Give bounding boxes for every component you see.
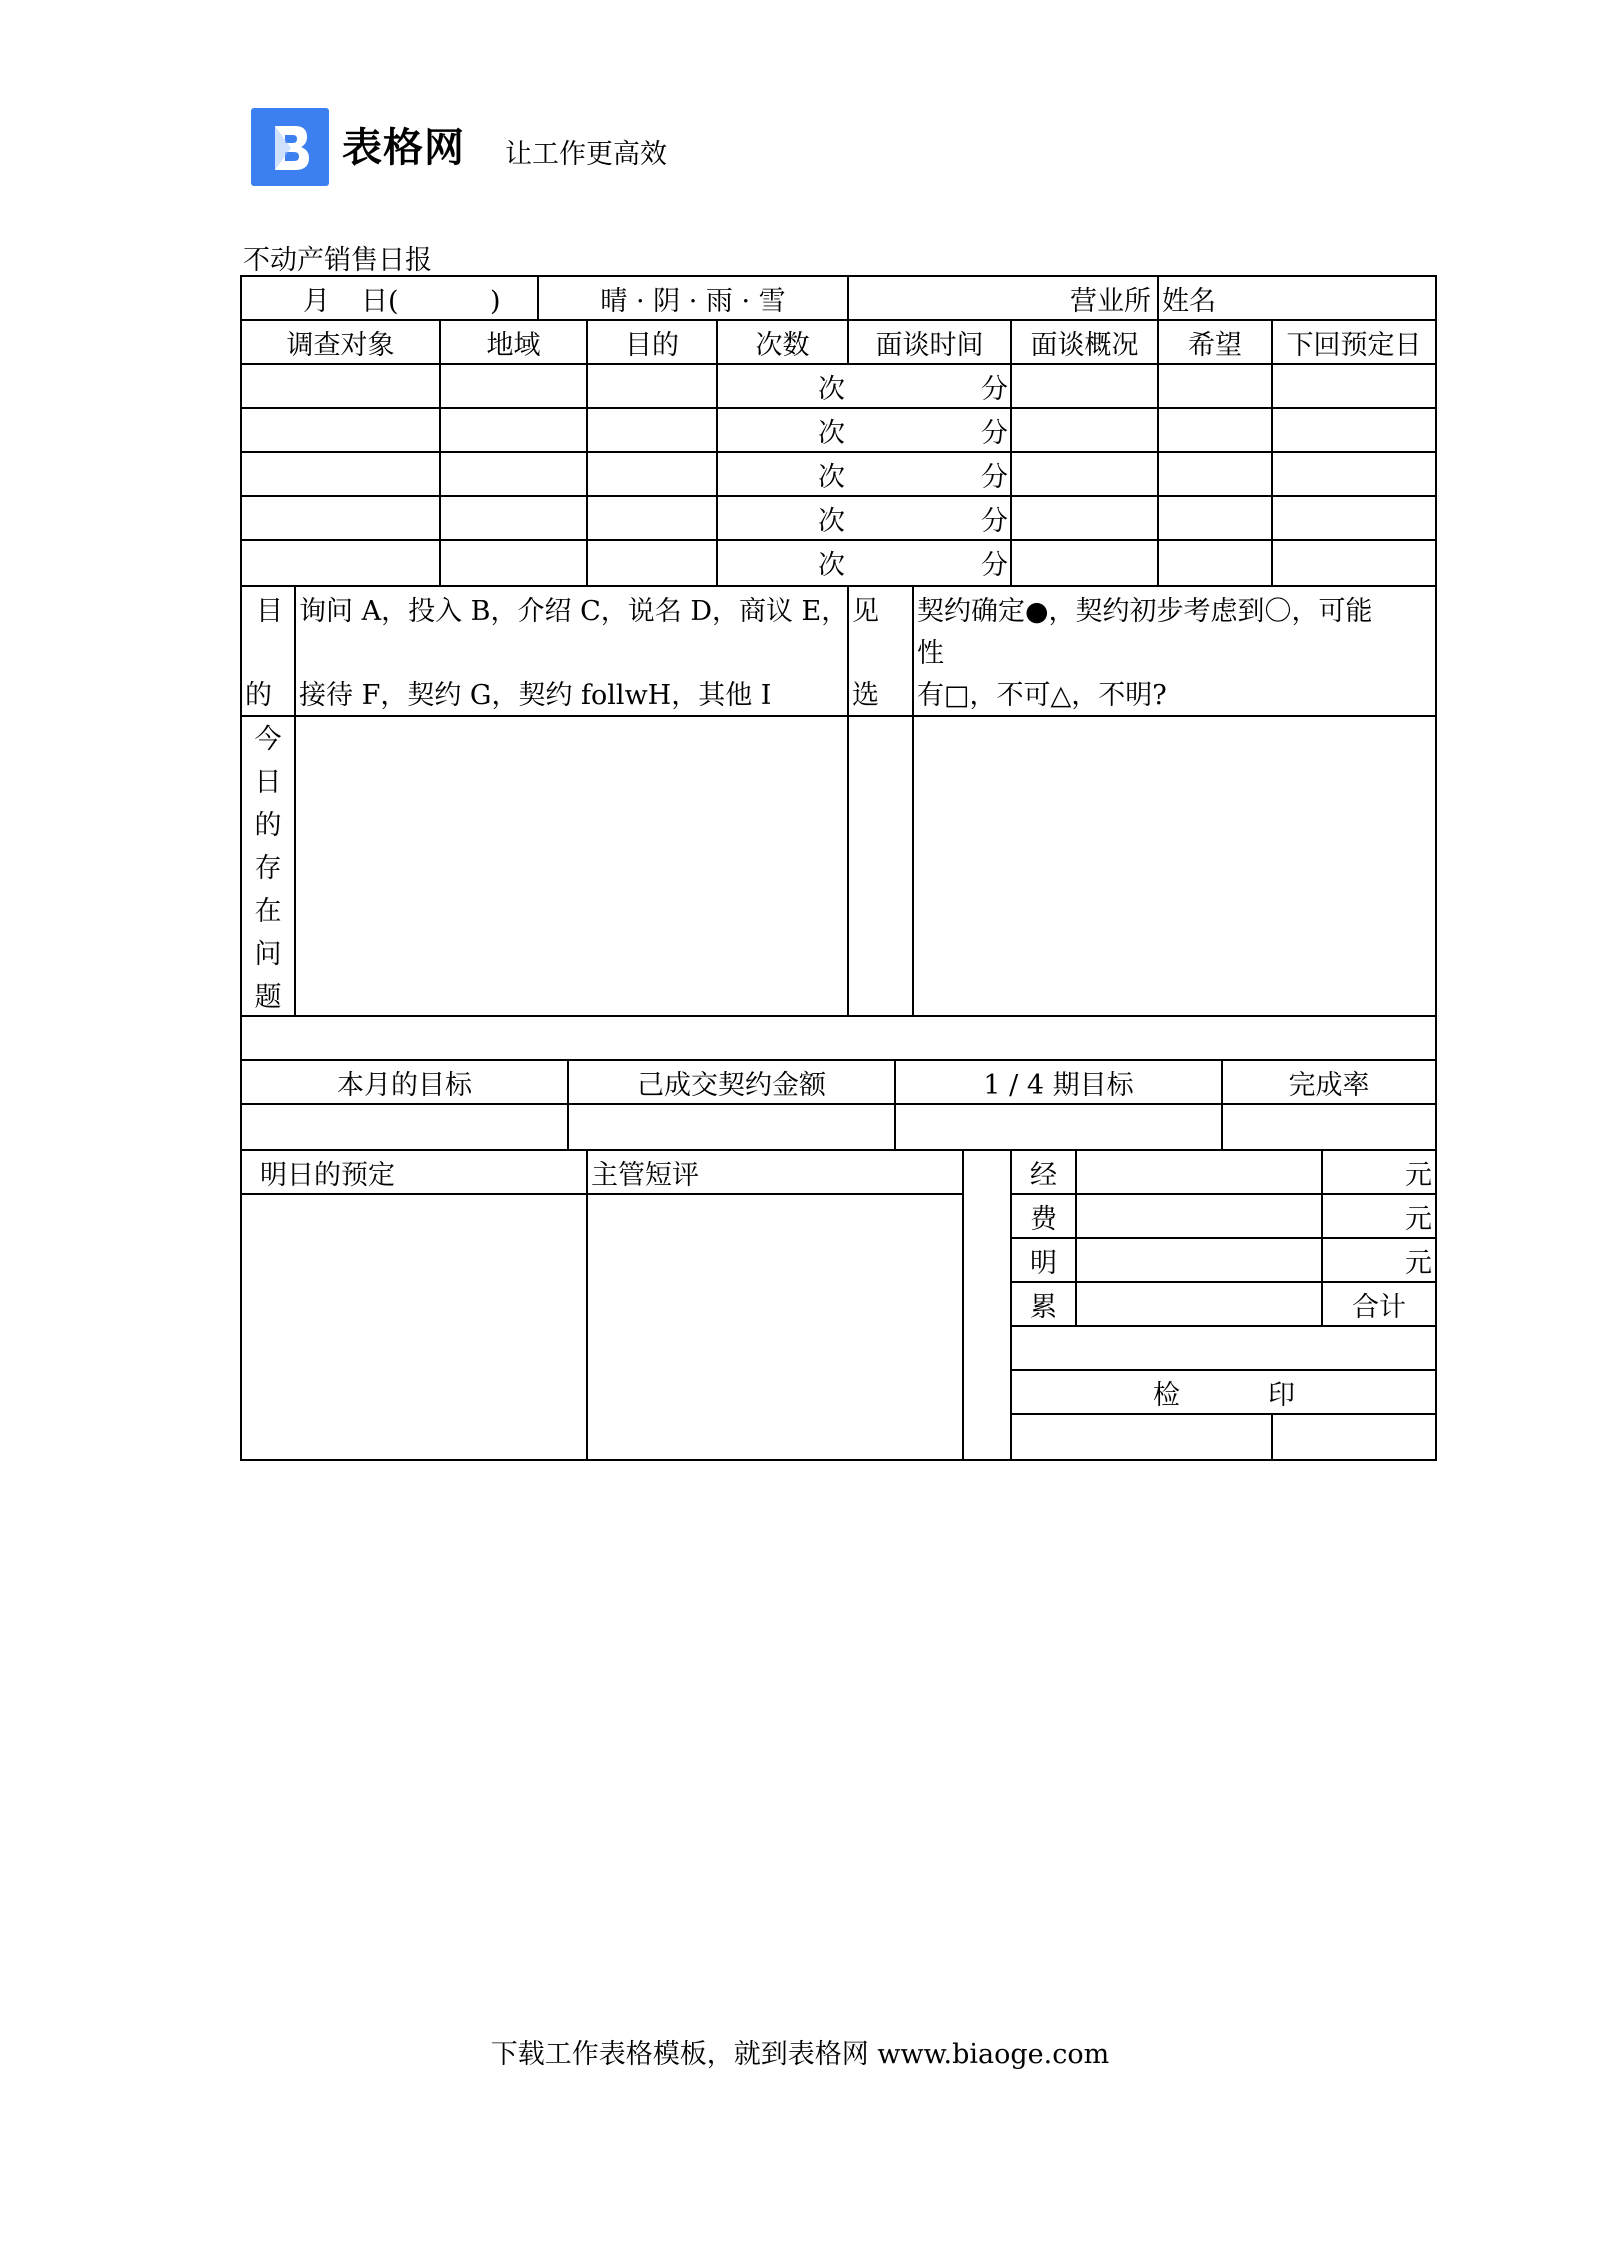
prospect-line-3: 有□，不可△，不明? [917, 680, 1167, 711]
expense-unit: 元 [1405, 1160, 1432, 1191]
issues-label-char: 存 [254, 853, 282, 884]
header-name: 姓名 [1162, 286, 1216, 317]
column-header: 下回预定日 [1286, 330, 1422, 361]
inspection-right: 印 [1268, 1380, 1295, 1411]
issues-label-char: 在 [254, 896, 282, 927]
row-unit-minutes: 分 [981, 462, 1008, 493]
row-unit-count: 次 [818, 506, 845, 537]
row-unit-count: 次 [818, 418, 845, 449]
purpose-line-1: 询问 A，投入 B，介绍 C，说名 D，商议 E， [299, 596, 849, 627]
purpose-label-bottom: 的 [245, 680, 272, 711]
column-header: 面谈时间 [875, 330, 984, 361]
supervisor-comment-label: 主管短评 [591, 1160, 699, 1191]
row-unit-minutes: 分 [981, 374, 1008, 405]
issues-label-char: 题 [254, 982, 282, 1013]
contract-amount-label: 己成交契约金额 [637, 1070, 826, 1101]
completion-rate-label: 完成率 [1288, 1070, 1370, 1101]
expenses-label-char: 经 [1030, 1160, 1057, 1191]
prospect-line-2: 性 [917, 638, 944, 669]
column-header: 地域 [486, 330, 541, 361]
prospect-label-top: 见 [852, 596, 879, 627]
document-title: 不动产销售日报 [243, 245, 432, 276]
row-unit-count: 次 [818, 462, 845, 493]
issues-label-char: 日 [254, 767, 282, 798]
footer-text: 下载工作表格模板，就到表格网 www.biaoge.com [490, 2039, 1110, 2070]
prospect-line-1: 契约确定●，契约初步考虑到〇，可能 [917, 596, 1373, 627]
brand-slogan: 让工作更高效 [505, 139, 667, 170]
column-header: 面谈概况 [1030, 330, 1139, 361]
row-unit-minutes: 分 [981, 418, 1008, 449]
header-day: 日( [361, 286, 399, 317]
row-unit-minutes: 分 [981, 506, 1008, 537]
expenses-label-char: 费 [1030, 1204, 1057, 1235]
row-unit-minutes: 分 [981, 550, 1008, 581]
brand-name: 表格网 [342, 125, 465, 171]
issues-label-char: 问 [254, 939, 282, 970]
row-unit-count: 次 [818, 374, 845, 405]
monthly-goal-label: 本月的目标 [337, 1070, 472, 1101]
row-unit-count: 次 [818, 550, 845, 581]
expense-total-label: 合计 [1352, 1292, 1406, 1323]
inspection-left: 检 [1153, 1380, 1180, 1411]
header-weather: 晴 · 阴 · 雨 · 雪 [600, 286, 786, 317]
column-header: 希望 [1188, 330, 1242, 361]
purpose-label-top: 目 [256, 596, 283, 627]
expense-unit: 元 [1405, 1204, 1432, 1235]
column-header: 目的 [625, 330, 679, 361]
expenses-label-char: 累 [1030, 1292, 1057, 1323]
issues-label-char: 的 [254, 810, 282, 841]
header-month: 月 [303, 286, 330, 317]
tomorrow-plan-label: 明日的预定 [260, 1160, 395, 1191]
issues-label-char: 今 [254, 724, 282, 755]
purpose-line-2: 接待 F，契约 G，契约 follwH，其他 I [299, 680, 772, 711]
quarter-goal-label: 1 / 4 期目标 [983, 1070, 1134, 1101]
prospect-label-bottom: 选 [852, 680, 879, 711]
header-paren-close: ) [490, 286, 501, 317]
column-header: 次数 [755, 330, 810, 361]
expenses-label-char: 明 [1030, 1248, 1057, 1279]
expense-unit: 元 [1405, 1248, 1432, 1279]
header-office: 营业所 [1070, 286, 1151, 317]
column-header: 调查对象 [286, 330, 395, 361]
